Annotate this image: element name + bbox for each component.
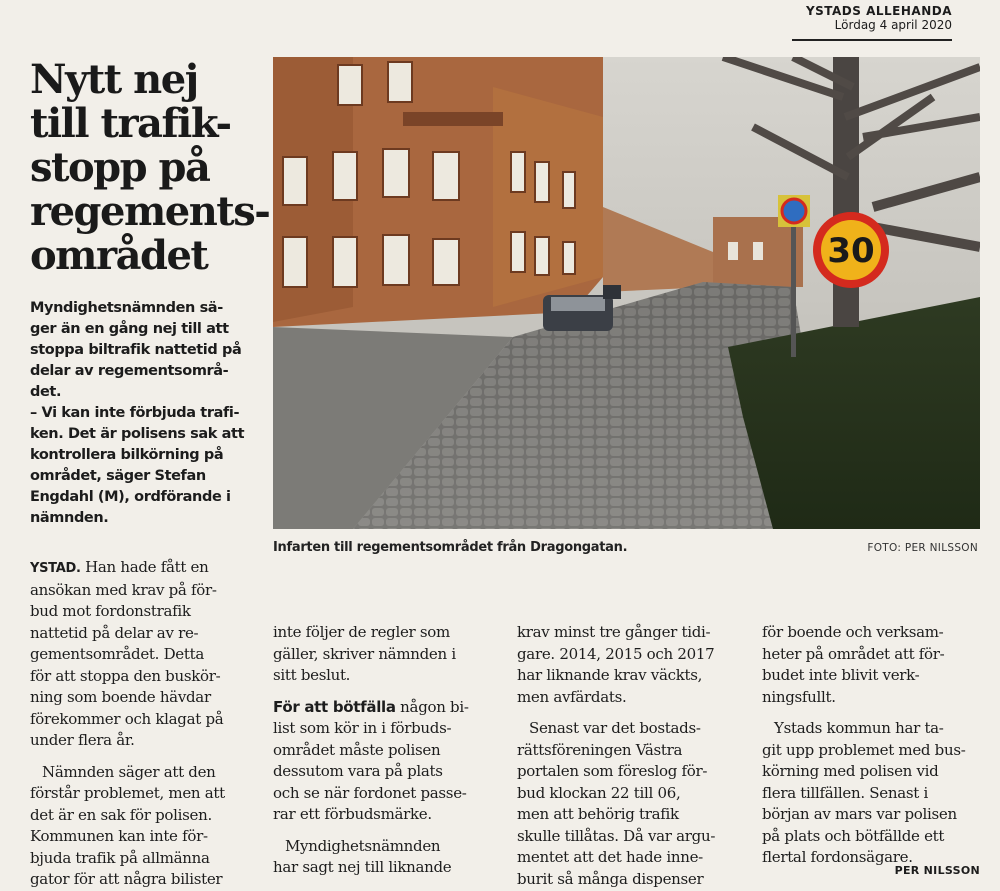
body-line: Senast var det bostads- [529, 719, 701, 737]
body-text: Han hade fått en [80, 558, 209, 576]
body-line: budet inte blivit verk- [762, 666, 920, 684]
body-line: bjuda trafik på allmänna [30, 848, 210, 867]
ingress-line: nämnden. [30, 510, 109, 526]
body-line: portalen som föreslog för- [517, 762, 708, 780]
body-line: för boende och verksam- [762, 623, 944, 641]
body-line: på plats och bötfällde ett [762, 826, 945, 845]
ingress-line: Engdahl (M), ordförande i [30, 489, 231, 505]
body-line: krav minst tre gånger tidi- [517, 623, 711, 641]
headline-line: till trafik- [30, 100, 231, 147]
paragraph-gap [30, 752, 270, 762]
body-column-2 [273, 622, 501, 879]
masthead-rule [792, 39, 952, 41]
body-line: Myndighetsnämnden [285, 836, 441, 855]
body-line: förekommer och klagat på [30, 709, 224, 728]
body-line: burit så många dispenser [517, 869, 704, 888]
body-line: gementsområdet. Detta [30, 645, 204, 663]
byline: PER NILSSON [894, 864, 980, 877]
ingress-line: delar av regementsområ- [30, 363, 229, 379]
ingress-line: kontrollera bilkörning på [30, 447, 224, 463]
body-line: har liknande krav väckts, [517, 666, 703, 684]
body-line: mentet att det hade inne- [517, 848, 703, 866]
body-text: någon bi- [395, 697, 469, 716]
headline [30, 58, 270, 278]
body-line: och se när fordonet passe- [273, 783, 467, 802]
street-photo [273, 57, 980, 529]
ingress-line: ken. Det är polisens sak att [30, 426, 245, 442]
body-line: heter på området att för- [762, 644, 945, 663]
headline-line: området [30, 232, 208, 279]
masthead [806, 4, 952, 32]
body-line: Kommunen kan inte för- [30, 827, 208, 845]
issue-date: Lördag 4 april 2020 [834, 18, 952, 32]
photo-credit: FOTO: PER NILSSON [867, 542, 978, 554]
body-line: men avfärdats. [517, 687, 627, 706]
body-line: ning som boende hävdar [30, 688, 211, 706]
speed-sign [813, 212, 889, 288]
headline-line: regements- [30, 188, 270, 235]
body-line: dessutom vara på plats [273, 762, 443, 780]
body-line: flertal fordonsägare. [762, 848, 913, 866]
photo-caption: Infarten till regementsområdet från Dragongatan. [273, 540, 628, 555]
ingress-line: ger än en gång nej till att [30, 321, 229, 337]
paragraph-gap [762, 708, 982, 718]
body-line: för att stoppa den buskör- [30, 666, 221, 685]
dateline: YSTAD. [30, 561, 81, 576]
body-line: det är en sak för polisen. [30, 805, 212, 824]
body-column-4 [762, 622, 982, 869]
headline-line: Nytt nej [30, 56, 198, 103]
body-line: men att behörig trafik [517, 805, 679, 823]
body-line: nattetid på delar av re- [30, 623, 199, 642]
body-line: körning med polisen vid [762, 762, 939, 780]
body-line: under flera år. [30, 731, 135, 749]
body-line: början av mars var polisen [762, 805, 957, 823]
body-line: gare. 2014, 2015 och 2017 [517, 644, 715, 663]
ingress-line: Myndighetsnämnden sä- [30, 300, 223, 316]
body-line: inte följer de regler som [273, 623, 450, 641]
body-line: bud klockan 22 till 06, [517, 783, 681, 802]
body-line: flera tillfällen. Senast i [762, 783, 928, 802]
body-line: sitt beslut. [273, 666, 351, 684]
body-line: förstår problemet, men att [30, 784, 225, 802]
paragraph-gap [273, 826, 501, 836]
ingress-line: stoppa biltrafik nattetid på [30, 342, 242, 358]
body-line: bud mot fordonstrafik [30, 602, 191, 620]
paragraph-gap [273, 687, 501, 697]
ingress-line: området, säger Stefan [30, 468, 206, 484]
lead-in: För att bötfälla [273, 697, 396, 716]
body-line: ningsfullt. [762, 687, 836, 706]
body-line: rättsföreningen Västra [517, 740, 683, 759]
ingress-line: det. [30, 384, 62, 400]
body-column-1 [30, 557, 270, 891]
body-line: gator för att några bilister [30, 870, 223, 888]
body-line: ansökan med krav på för- [30, 580, 217, 599]
headline-line: stopp på [30, 144, 210, 191]
body-column-3 [517, 622, 745, 890]
body-line [30, 557, 270, 580]
body-line: Nämnden säger att den [42, 762, 216, 781]
speed-limit-text: 30 [827, 231, 875, 271]
body-line: list som kör in i förbuds- [273, 719, 452, 737]
ingress-line: – Vi kan inte förbjuda trafi- [30, 405, 240, 421]
body-line: rar ett förbudsmärke. [273, 805, 432, 823]
body-line: git upp problemet med bus- [762, 740, 966, 759]
body-line: har sagt nej till liknande [273, 858, 452, 876]
ingress [30, 298, 266, 529]
body-line: Ystads kommun har ta- [774, 719, 944, 737]
body-line: området måste polisen [273, 740, 441, 759]
newspaper-name: YSTADS ALLEHANDA [805, 4, 952, 18]
body-line [273, 697, 501, 719]
body-line: skulle tillåtas. Då var argu- [517, 826, 716, 845]
paragraph-gap [517, 708, 745, 718]
body-line: gäller, skriver nämnden i [273, 644, 456, 663]
